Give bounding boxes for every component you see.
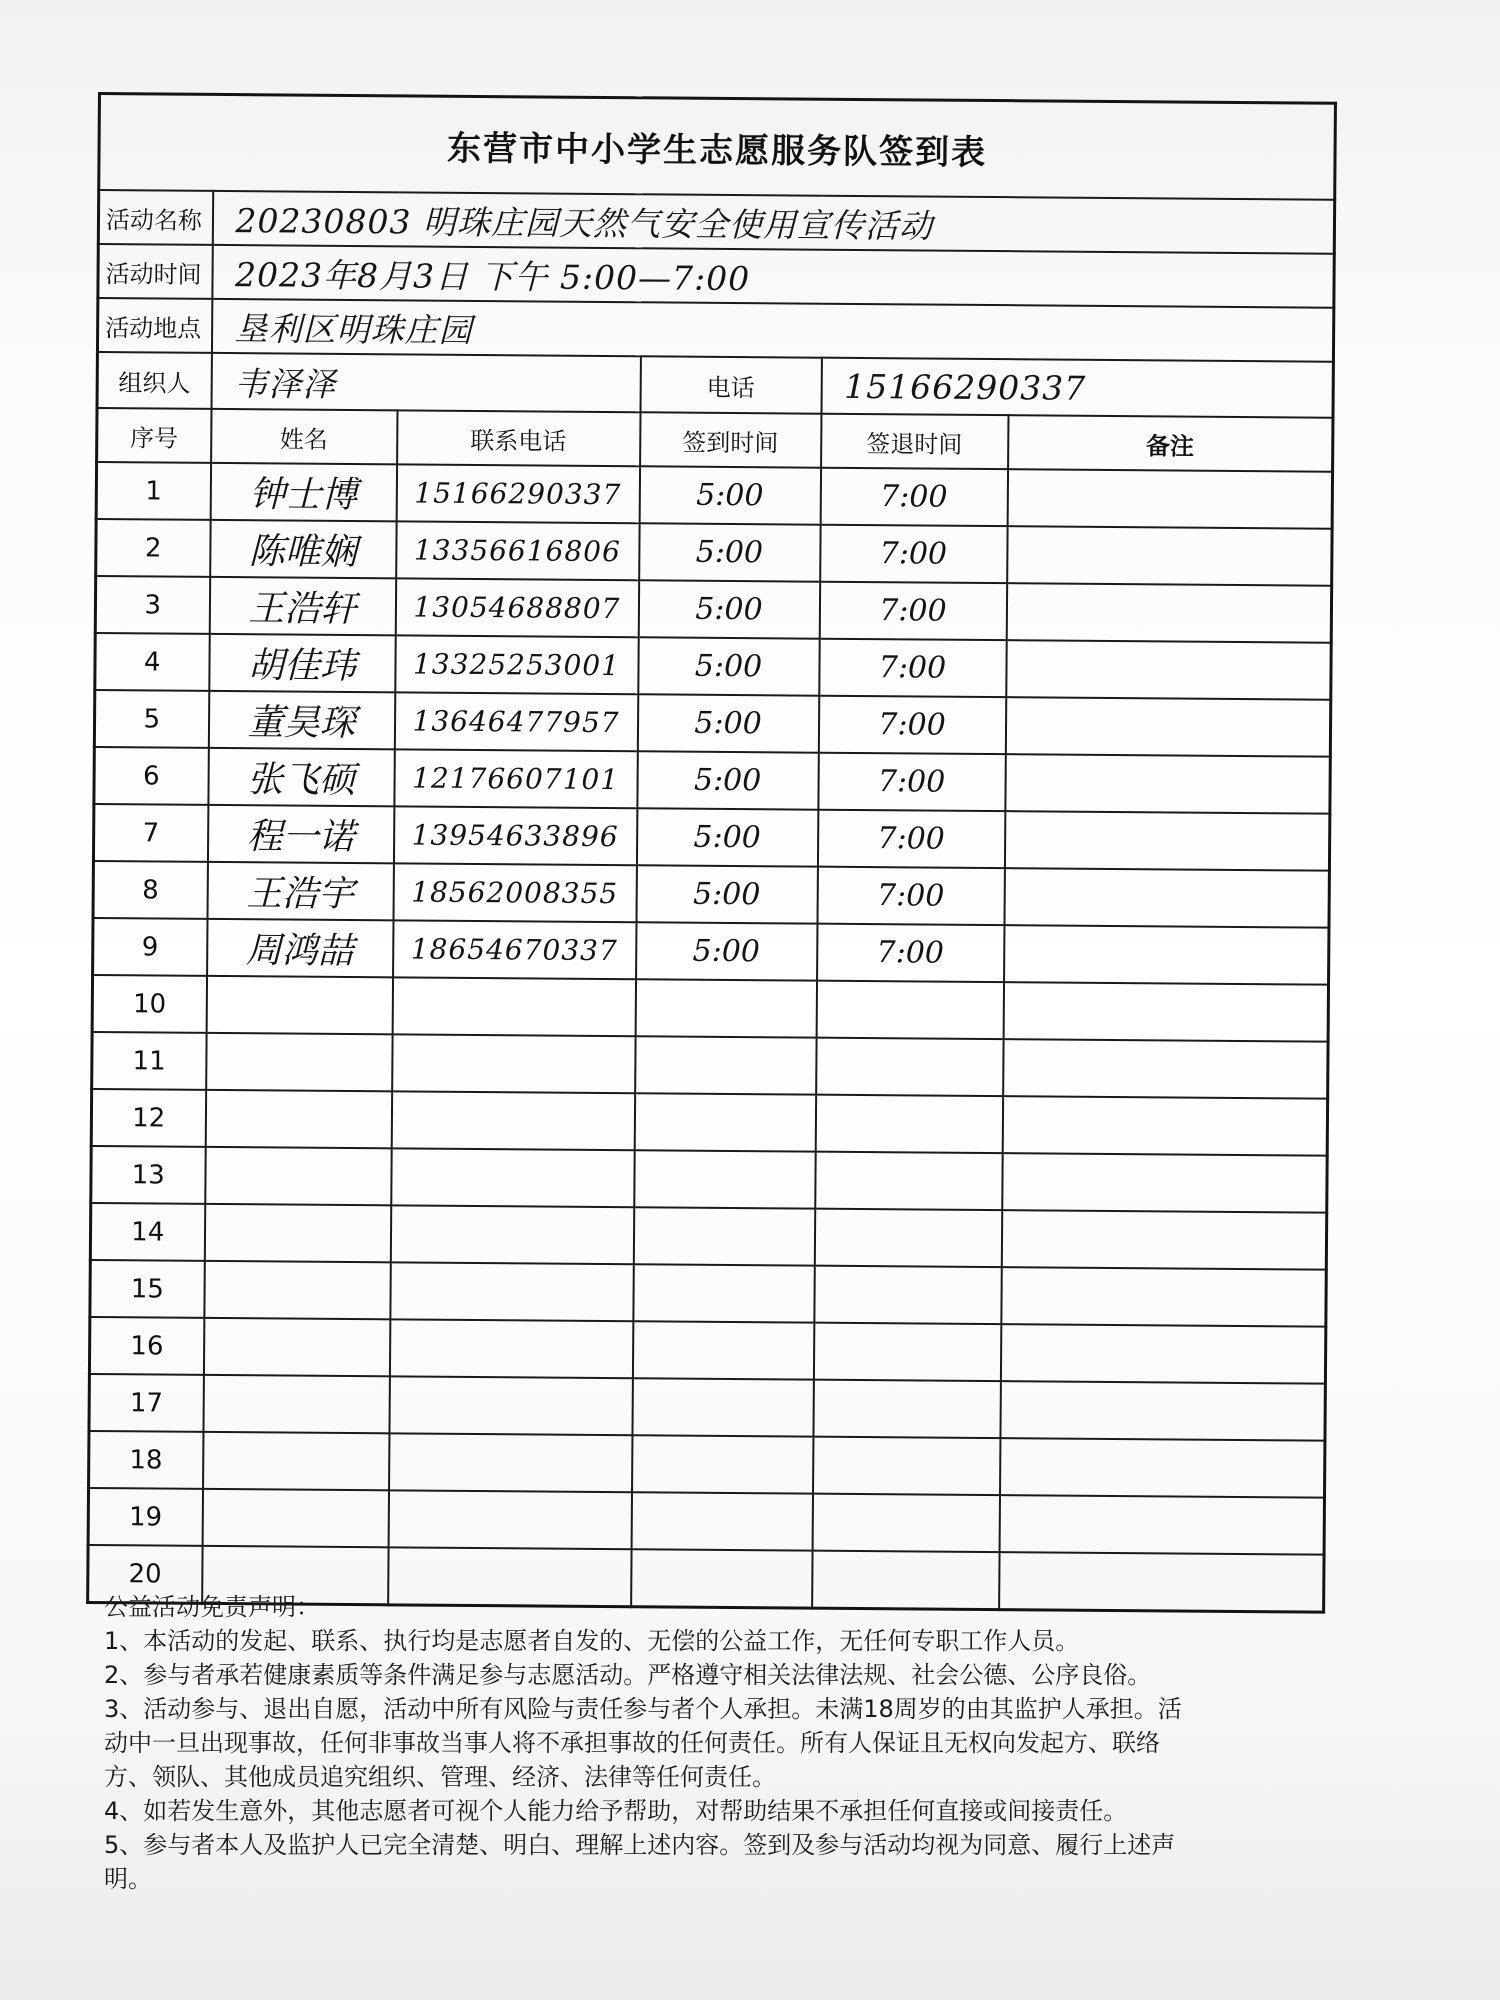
participant-phone — [391, 1148, 634, 1207]
remark — [999, 1495, 1324, 1555]
table-row — [93, 804, 1329, 871]
sign-in-sheet — [86, 92, 1334, 1614]
table-row — [93, 918, 1329, 985]
activity-place-value: 垦利区明珠庄园 — [211, 299, 1333, 362]
sign-in-time — [632, 1321, 813, 1379]
participant-name — [203, 1318, 389, 1376]
sign-out-time: 7:00 — [818, 753, 1005, 811]
participant-phone — [392, 977, 635, 1036]
remark — [1007, 526, 1332, 586]
disclaimer-line: 3、活动参与、退出自愿，活动中所有风险与责任参与者个人承担。未满18周岁的由其监护人承担。活 — [104, 1695, 1182, 1723]
sign-out-time: 7:00 — [817, 924, 1004, 982]
row-number: 14 — [90, 1203, 204, 1261]
participant-phone: 15166290337 — [396, 464, 639, 523]
sign-in-time — [633, 1264, 814, 1322]
disclaimer-lines — [104, 1624, 1344, 1896]
participant-phone: 18654670337 — [393, 920, 636, 979]
sign-in-time — [634, 1150, 815, 1208]
participant-name — [206, 1033, 392, 1091]
participant-name — [205, 1147, 391, 1205]
table-row — [91, 1089, 1327, 1156]
participant-name — [205, 1090, 391, 1148]
remark — [1001, 1210, 1326, 1270]
remark — [1000, 1324, 1325, 1384]
table-row — [92, 975, 1328, 1042]
row-number: 7 — [93, 804, 207, 862]
participant-name — [204, 1261, 390, 1319]
sign-in-time: 5:00 — [637, 694, 818, 752]
participant-name: 张飞硕 — [208, 748, 394, 806]
table-row — [90, 1260, 1326, 1327]
participant-phone: 13054688807 — [395, 578, 638, 637]
sign-in-time: 5:00 — [637, 751, 818, 809]
participant-name: 王浩轩 — [209, 577, 395, 635]
remark — [1000, 1381, 1325, 1441]
sign-out-time — [816, 981, 1003, 1039]
disclaimer — [104, 1590, 1344, 1896]
participant-phone — [389, 1376, 632, 1435]
participant-name: 胡佳玮 — [209, 634, 395, 692]
column-header: 序号 — [97, 408, 211, 463]
sign-in-time — [633, 1207, 814, 1265]
table-row — [96, 519, 1332, 586]
remark — [1006, 583, 1331, 643]
row-number: 12 — [91, 1089, 205, 1147]
organizer-label: 组织人 — [97, 352, 211, 409]
table-row — [95, 576, 1331, 643]
participant-name: 陈唯娴 — [210, 520, 396, 578]
organizer-phone-value: 15166290337 — [821, 358, 1333, 418]
row-number: 17 — [89, 1374, 203, 1432]
sign-out-time: 7:00 — [817, 810, 1004, 868]
table-row — [91, 1146, 1327, 1213]
participant-phone — [392, 1034, 635, 1093]
remark — [1002, 1096, 1327, 1156]
activity-time-value: 2023年8月3日 下午 5:00—7:00 — [212, 245, 1334, 308]
sign-in-time: 5:00 — [639, 523, 820, 581]
activity-name-label: 活动名称 — [98, 190, 212, 245]
table-row — [95, 633, 1331, 700]
row-number: 10 — [92, 975, 206, 1033]
table-row — [92, 1032, 1328, 1099]
sign-out-time — [813, 1380, 1000, 1438]
sign-in-time: 5:00 — [636, 865, 817, 923]
row-number: 3 — [95, 576, 209, 634]
table-row — [94, 690, 1330, 757]
table-row — [89, 1317, 1325, 1384]
sign-out-time — [814, 1266, 1001, 1324]
sign-in-time — [631, 1492, 812, 1550]
participant-phone: 13646477957 — [394, 692, 637, 751]
row-number: 20 — [88, 1545, 202, 1603]
participant-name: 王浩宇 — [207, 862, 393, 920]
sign-in-time: 5:00 — [638, 580, 819, 638]
table-row — [96, 462, 1332, 529]
organizer-value: 韦泽泽 — [211, 353, 640, 412]
sign-in-time — [635, 979, 816, 1037]
row-number: 2 — [96, 519, 210, 577]
remark — [1003, 982, 1328, 1042]
table-row — [89, 1431, 1325, 1498]
participant-phone: 13356616806 — [396, 521, 639, 580]
table-row — [93, 861, 1329, 928]
participant-name — [203, 1375, 389, 1433]
row-number: 8 — [93, 861, 207, 919]
table-row — [89, 1374, 1325, 1441]
sign-out-time: 7:00 — [820, 525, 1007, 583]
sign-out-time — [812, 1494, 999, 1552]
activity-place-label: 活动地点 — [97, 298, 211, 353]
column-header: 签到时间 — [640, 412, 821, 467]
form-title: 东营市中小学生志愿服务队签到表 — [99, 94, 1336, 200]
column-header: 联系电话 — [397, 410, 640, 466]
row-number: 18 — [89, 1431, 203, 1489]
participant-name: 董昊琛 — [208, 691, 394, 749]
sign-in-time: 5:00 — [638, 637, 819, 695]
participant-phone: 13325253001 — [395, 635, 638, 694]
row-number: 1 — [96, 462, 210, 520]
sign-in-table — [86, 92, 1337, 1614]
remark — [1000, 1438, 1325, 1498]
sign-out-time — [816, 1038, 1003, 1096]
disclaimer-line: 动中一旦出现事故，任何非事故当事人将不承担事故的任何责任。所有人保证且无权向发起方、联络 — [104, 1729, 1160, 1757]
row-number: 4 — [95, 633, 209, 691]
remark — [1007, 469, 1332, 529]
remark — [1005, 697, 1330, 757]
column-header: 备注 — [1008, 415, 1333, 472]
remark — [1006, 640, 1331, 700]
disclaimer-line: 5、参与者本人及监护人已完全清楚、明白、理解上述内容。签到及参与活动均视为同意、履行上述声 — [104, 1831, 1176, 1859]
participant-name: 程一诺 — [207, 805, 393, 863]
participant-name: 钟士博 — [210, 463, 396, 521]
table-row — [94, 747, 1330, 814]
row-number: 5 — [94, 690, 208, 748]
sign-out-time: 7:00 — [817, 867, 1004, 925]
sign-out-time: 7:00 — [819, 639, 1006, 697]
sign-in-time: 5:00 — [636, 922, 817, 980]
participant-phone: 13954633896 — [393, 806, 636, 865]
sign-in-time — [635, 1036, 816, 1094]
remark — [1004, 925, 1329, 985]
sign-out-time — [813, 1437, 1000, 1495]
sign-in-time — [632, 1378, 813, 1436]
sign-in-time — [634, 1093, 815, 1151]
sign-in-time: 5:00 — [636, 808, 817, 866]
remark — [1004, 811, 1329, 871]
participant-phone: 18562008355 — [393, 863, 636, 922]
sign-out-time: 7:00 — [820, 468, 1007, 526]
remark — [1001, 1267, 1326, 1327]
disclaimer-line: 1、本活动的发起、联系、执行均是志愿者自发的、无偿的公益工作，无任何专职工作人员。 — [104, 1627, 1080, 1655]
activity-time-label: 活动时间 — [98, 244, 212, 299]
participant-phone: 12176607101 — [394, 749, 637, 808]
disclaimer-line: 方、领队、其他成员追究组织、管理、经济、法律等任何责任。 — [104, 1763, 776, 1791]
row-number: 15 — [90, 1260, 204, 1318]
participant-name — [204, 1204, 390, 1262]
sign-in-time — [632, 1435, 813, 1493]
column-header-row — [97, 408, 1333, 472]
sign-out-time — [814, 1209, 1001, 1267]
column-header: 姓名 — [211, 409, 397, 464]
disclaimer-heading: 公益活动免责声明： — [104, 1593, 320, 1621]
column-header: 签退时间 — [821, 414, 1008, 469]
participant-name — [206, 976, 392, 1034]
disclaimer-line: 明。 — [104, 1865, 152, 1893]
sign-in-time: 5:00 — [639, 466, 820, 524]
participant-phone — [389, 1319, 632, 1378]
disclaimer-line: 2、参与者承若健康素质等条件满足参与志愿活动。严格遵守相关法律法规、社会公德、公序良俗。 — [104, 1661, 1152, 1689]
row-number: 9 — [93, 918, 207, 976]
remark — [1005, 754, 1330, 814]
participant-phone — [389, 1433, 632, 1492]
participant-phone — [390, 1262, 633, 1321]
disclaimer-line: 4、如若发生意外，其他志愿者可视个人能力给予帮助，对帮助结果不承担任何直接或间接责任。 — [104, 1797, 1128, 1825]
participant-name: 周鸿喆 — [207, 919, 393, 977]
table-row — [88, 1488, 1324, 1555]
participant-name — [202, 1489, 388, 1547]
row-number: 16 — [89, 1317, 203, 1375]
sign-out-time: 7:00 — [819, 582, 1006, 640]
table-row — [90, 1203, 1326, 1270]
activity-name-value: 20230803 明珠庄园天然气安全使用宣传活动 — [212, 191, 1334, 254]
participant-phone — [391, 1091, 634, 1150]
remark — [1002, 1153, 1327, 1213]
row-number: 13 — [91, 1146, 205, 1204]
participant-phone — [388, 1490, 631, 1549]
sign-out-time — [813, 1323, 1000, 1381]
sign-out-time: 7:00 — [818, 696, 1005, 754]
row-number: 6 — [94, 747, 208, 805]
row-number: 19 — [88, 1488, 202, 1546]
participant-name — [203, 1432, 389, 1490]
participant-phone — [390, 1205, 633, 1264]
organizer-phone-label: 电话 — [640, 356, 821, 413]
sign-out-time — [815, 1152, 1002, 1210]
sign-out-time — [815, 1095, 1002, 1153]
remark — [1004, 868, 1329, 928]
remark — [1003, 1039, 1328, 1099]
row-number: 11 — [92, 1032, 206, 1090]
